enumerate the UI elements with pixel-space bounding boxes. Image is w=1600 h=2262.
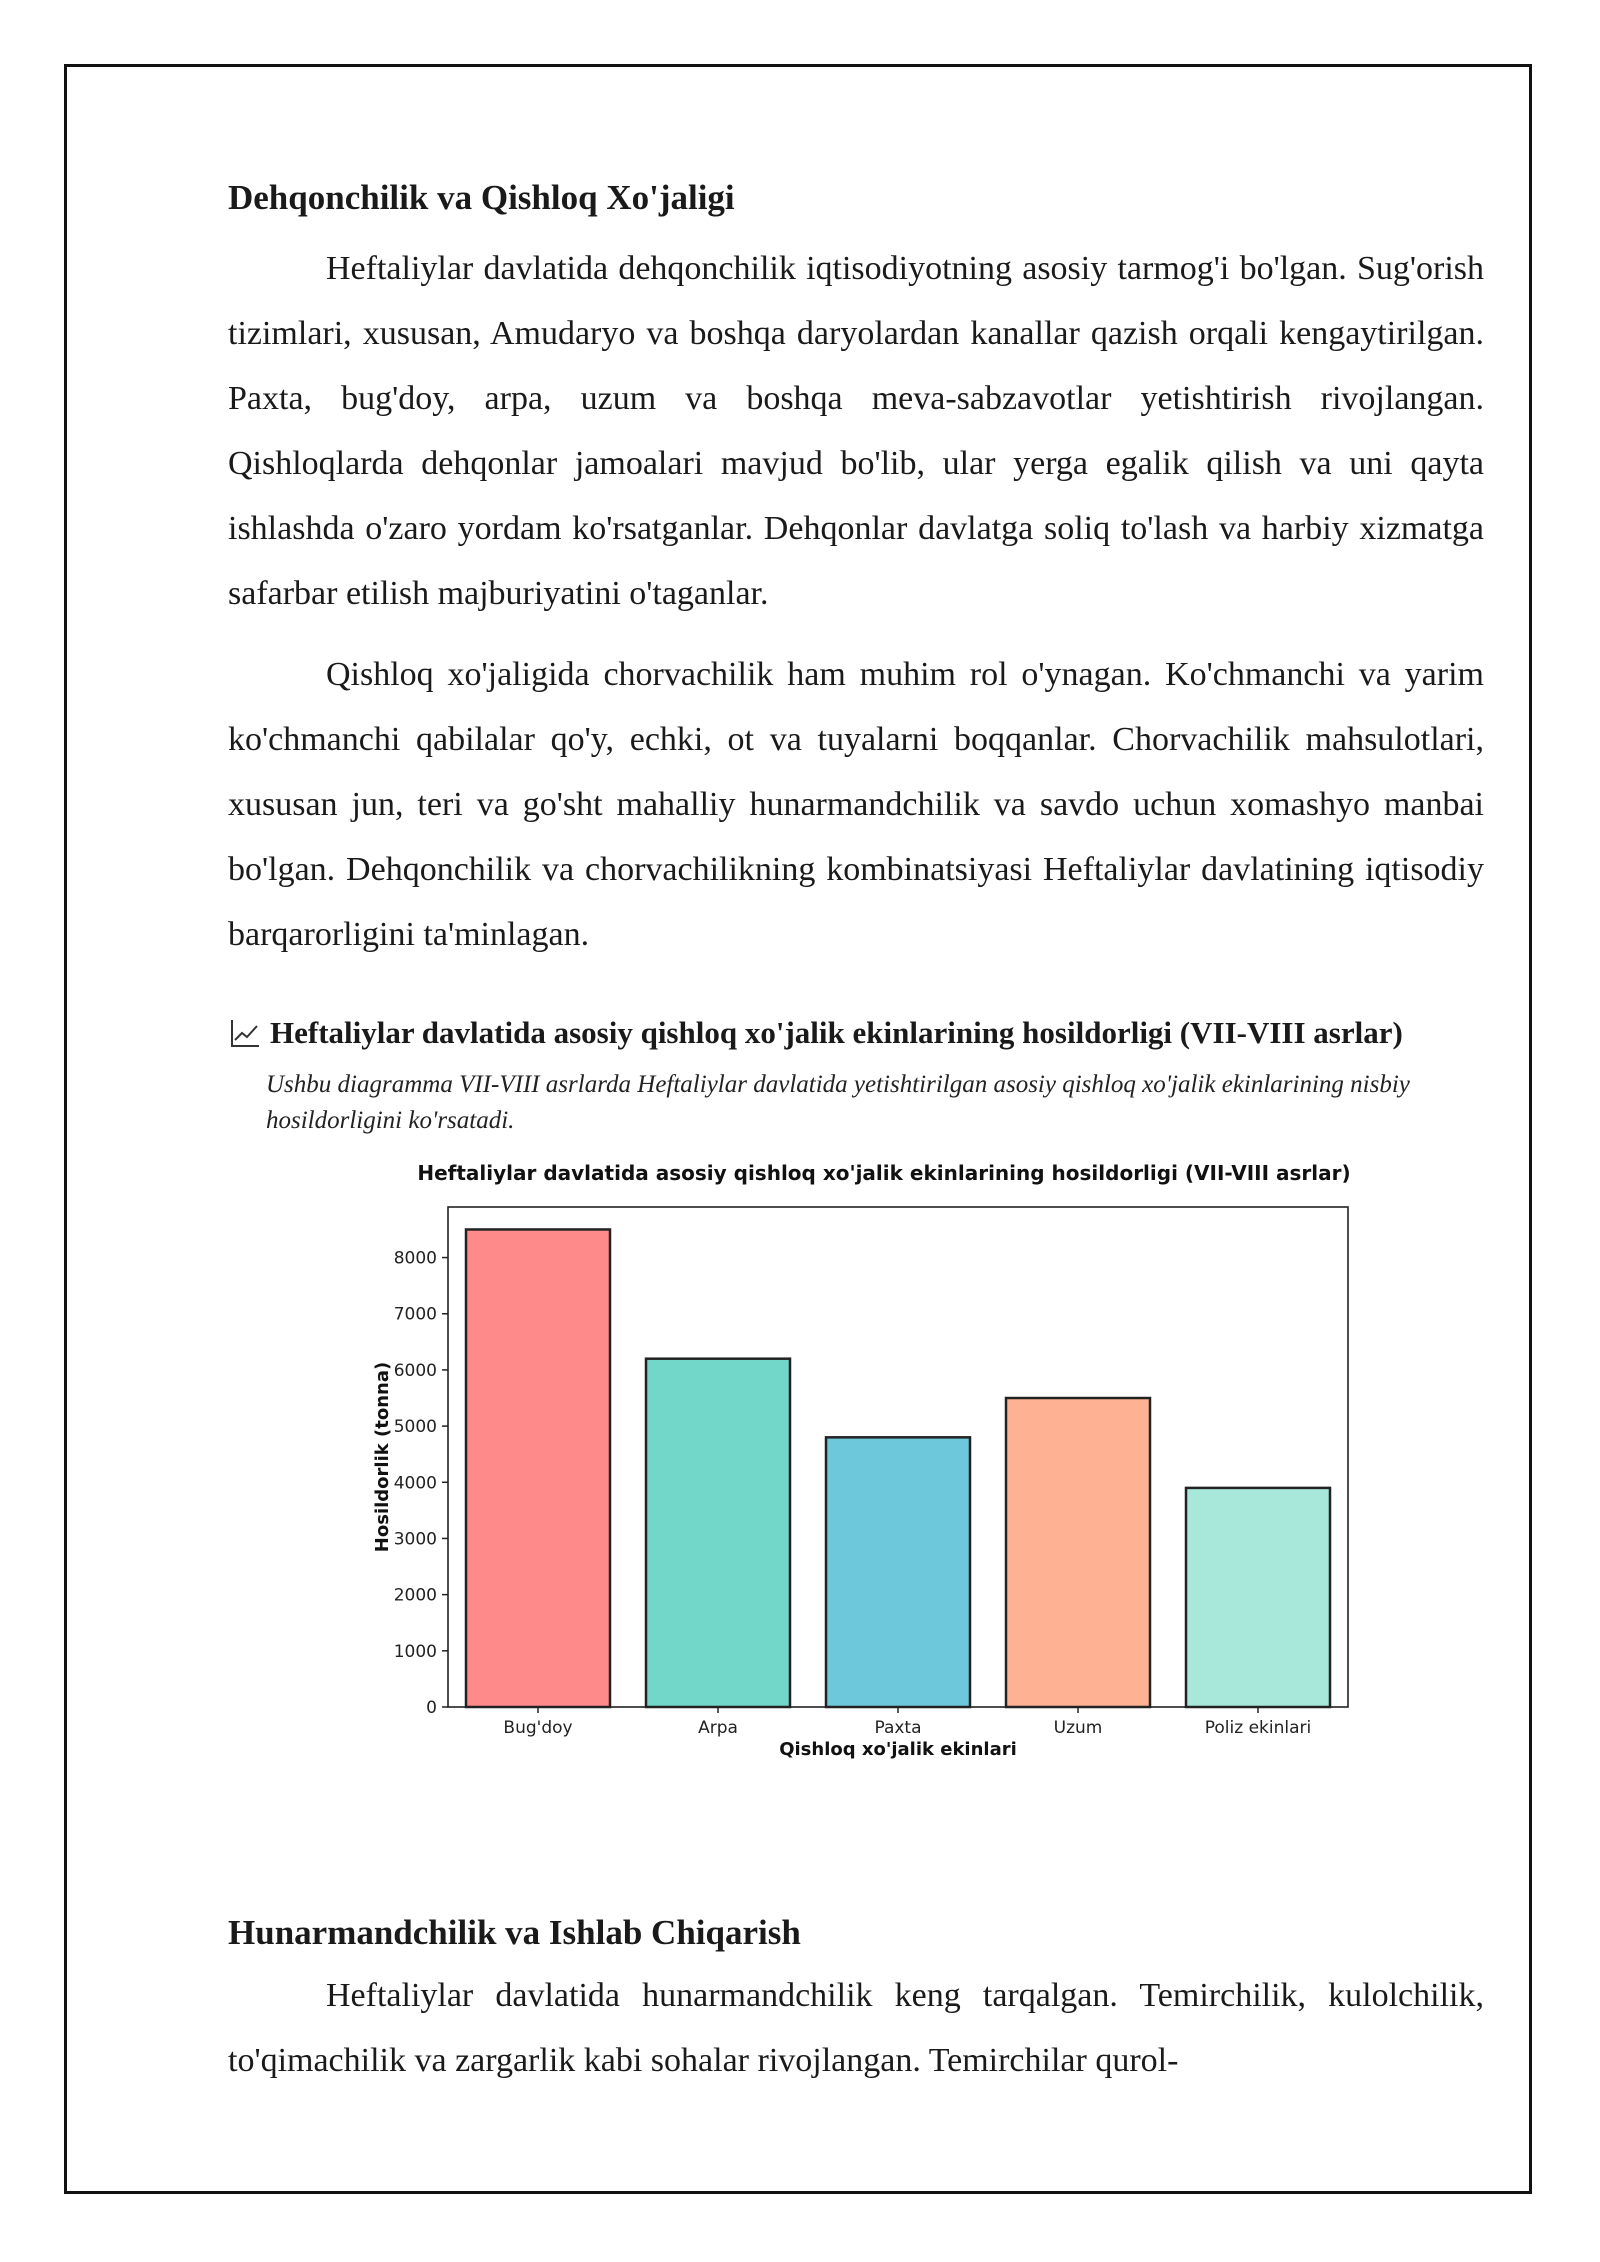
y-tick-label-3: 3000 [393,1529,437,1550]
figure-description: Ushbu diagramma VII-VIII asrlarda Heftaliylar davlatida yetishtirilgan asosiy qishloq xo'jalik ekinlarining nisbiy hosildorligini ko'rsatadi. [266,1071,1410,1134]
chart-title: Heftaliylar davlatida asosiy qishloq xo'jalik ekinlarining hosildorligi (VII-VIII asrlar) [417,1161,1351,1185]
section-title-crafts: Hunarmandchilik va Ishlab Chiqarish [228,1913,801,1952]
y-axis-label: Hosildorlik (tonna) [372,1361,393,1553]
figure-heading [228,1013,1484,1053]
document-content [228,168,1484,2093]
x-tick-label-4: Poliz ekinlari [1204,1718,1312,1738]
bar-chart [314,1157,1354,1797]
paragraph-crafts: Heftaliylar davlatida hunarmandchilik keng tarqalgan. Temirchilik, kulolchilik, to'qimachilik va zargarlik kabi sohalar rivojlangan. Temirchilar qurol- [228,1977,1484,2079]
paragraph-farming: Heftaliylar davlatida dehqonchilik iqtisodiyotning asosiy tarmog'i bo'lgan. Sug'orish tizimlari, xususan, Amudaryo va boshqa daryolardan kanallar qazish orqali kengaytirilgan. Paxta, bug'doy, arpa, uzum va boshqa meva-sabzavotlar yetishtirish rivojlangan. Qishloqlarda dehqonlar jamoalari mavjud bo'lib, ular yerga egalik qilish va uni qayta ishlashda o'zaro yordam ko'rsatganlar. Dehqonlar davlatga soliq to'lash va harbiy xizmatga safarbar etilish majburiyatini o'taganlar. [228,250,1484,612]
chart-line-icon [228,1016,262,1050]
y-tick-label-4: 4000 [393,1473,437,1494]
x-tick-label-3: Uzum [1053,1718,1103,1738]
paragraph-livestock: Qishloq xo'jaligida chorvachilik ham muhim rol o'ynagan. Ko'chmanchi va yarim ko'chmanchi qabilalar qo'y, echki, ot va tuyalarni boqqanlar. Chorvachilik mahsulotlari, xususan jun, teri va go'sht mahalliy hunarmandchilik va savdo uchun xomashyo manbai bo'lgan. Dehqonchilik va chorvachilikning kombinatsiyasi Heftaliylar davlatining iqtisodiy barqarorligini ta'minlagan. [228,656,1484,953]
figure-title: Heftaliylar davlatida asosiy qishloq xo'jalik ekinlarining hosildorligi (VII-VIII asrlar) [270,1015,1403,1050]
y-tick-label-2: 2000 [393,1585,437,1606]
y-tick-label-6: 6000 [393,1360,437,1381]
bar-3 [1006,1398,1150,1707]
y-tick-label-5: 5000 [393,1417,437,1438]
section-title-agriculture: Dehqonchilik va Qishloq Xo'jaligi [228,178,735,217]
x-axis-label: Qishloq xo'jalik ekinlari [779,1739,1017,1760]
x-tick-label-2: Paxta [874,1718,922,1738]
bar-chart-svg [314,1157,1354,1797]
bar-0 [466,1229,610,1707]
y-tick-label-0: 0 [426,1698,437,1718]
y-tick-label-8: 8000 [393,1248,437,1269]
bar-2 [826,1437,970,1707]
bar-4 [1186,1488,1330,1707]
x-tick-label-0: Bug'doy [503,1718,573,1738]
y-tick-label-7: 7000 [393,1304,437,1325]
bar-1 [646,1359,790,1707]
x-tick-label-1: Arpa [698,1718,738,1738]
y-tick-label-1: 1000 [393,1641,437,1662]
